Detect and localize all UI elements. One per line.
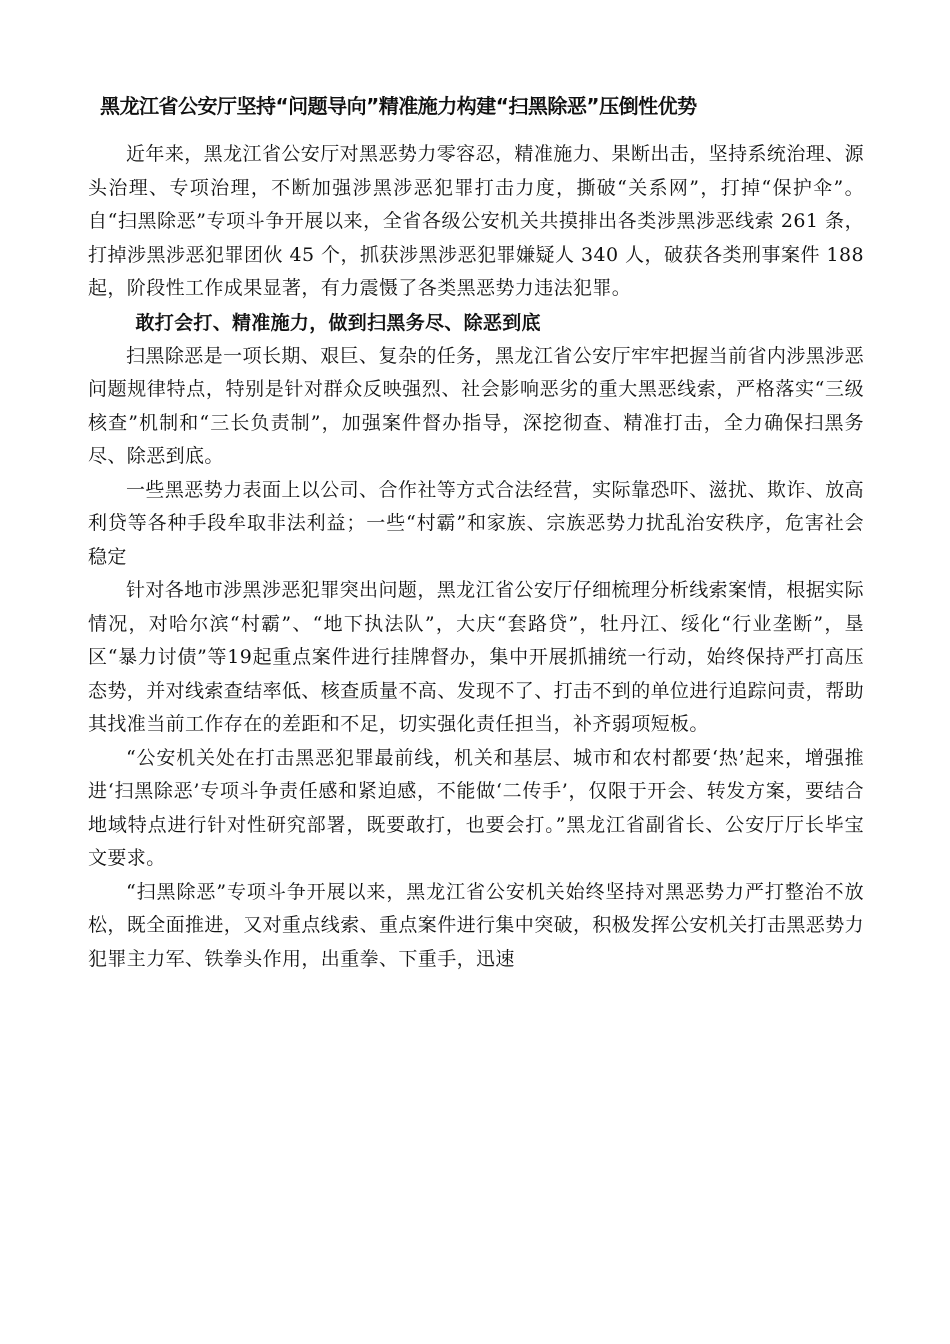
body-paragraph-1: 扫黑除恶是一项长期、艰巨、复杂的任务，黑龙江省公安厅牢牢把握当前省内涉黑涉恶问题规律特点，特别是针对群众反映强烈、社会影响恶劣的重大黑恶线索，严格落实“三级核查”机制和“三长负责制”，加强案件督办指导，深挖彻查、精准打击，全力确保扫黑务尽、除恶到底。 [88, 344, 864, 467]
intro-paragraph: 近年来，黑龙江省公安厅对黑恶势力零容忍，精准施力、果断出击，坚持系统治理、源头治理、专项治理，不断加强涉黑涉恶犯罪打击力度，撕破“关系网”，打掉“保护伞”。自“扫黑除恶”专项斗争开展以来，全省各级公安机关共摸排出各类涉黑涉恶线索 261 条，打掉涉黑涉恶犯罪团伙 45 个，抓获涉黑涉恶犯罪嫌疑人 340 人，破获各类刑事案件 188 起，阶段性工作成果显著，有力震慑了各类黑恶势力违法犯罪。 [88, 143, 864, 299]
body-paragraph-4: “公安机关处在打击黑恶犯罪最前线，机关和基层、城市和农村都要‘热’起来，增强推进‘扫黑除恶’专项斗争责任感和紧迫感，不能做‘二传手’，仅限于开会、转发方案，要结合地域特点进行针对性研究部署，既要敢打，也要会打。”黑龙江省副省长、公安厅厅长毕宝文要求。 [88, 746, 864, 869]
body-paragraph-2: 一些黑恶势力表面上以公司、合作社等方式合法经营，实际靠恐吓、滋扰、欺诈、放高利贷等各种手段牟取非法利益；一些“村霸”和家族、宗族恶势力扰乱治安秩序，危害社会稳定 [88, 478, 864, 568]
section-subheading: 敢打会打、精准施力，做到扫黑务尽、除恶到底 [135, 311, 541, 334]
body-paragraph-5: “扫黑除恶”专项斗争开展以来，黑龙江省公安机关始终坚持对黑恶势力严打整治不放松，既全面推进，又对重点线索、重点案件进行集中突破，积极发挥公安机关打击黑恶势力犯罪主力军、铁拳头作用，出重拳、下重手，迅速 [88, 880, 865, 970]
document-page [88, 88, 864, 976]
body-paragraph-3: 针对各地市涉黑涉恶犯罪突出问题，黑龙江省公安厅仔细梳理分析线索案情，根据实际情况，对哈尔滨“村霸”、“地下执法队”，大庆“套路贷”，牡丹江、绥化“行业垄断”，垦区“暴力讨债”等19起重点案件进行挂牌督办，集中开展抓捕统一行动，始终保持严打高压态势，并对线索查结率低、核查质量不高、发现不了、打击不到的单位进行追踪问责，帮助其找准当前工作存在的差距和不足，切实强化责任担当，补齐弱项短板。 [88, 579, 865, 735]
document-title: 黑龙江省公安厅坚持“问题导向”精准施力构建“扫黑除恶”压倒性优势 [100, 94, 697, 118]
